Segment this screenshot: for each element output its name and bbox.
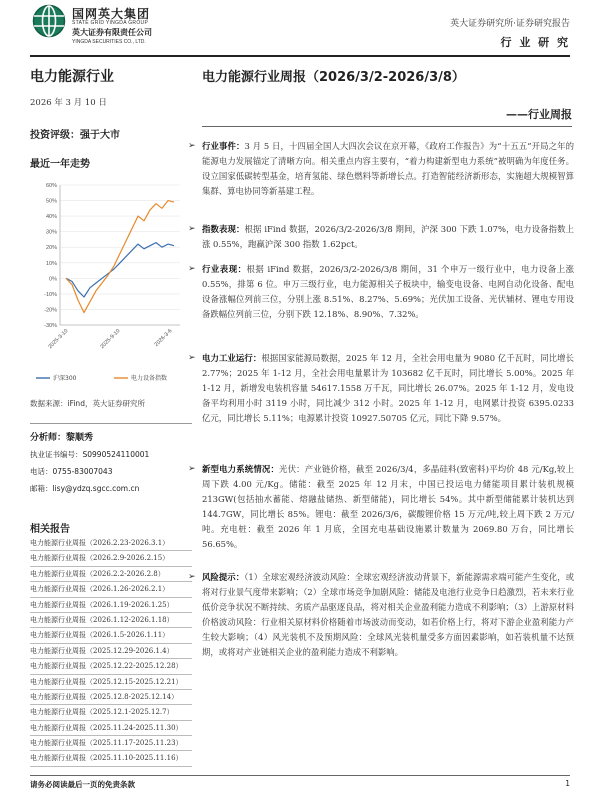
arrow-bullet-icon: ➢ — [188, 353, 196, 363]
related-report-item[interactable]: 电力能源行业周报（2026.2.9-2026.2.15） — [30, 551, 192, 566]
paragraph-label: 电力工业运行： — [202, 353, 262, 363]
y-tick-label: 10% — [45, 260, 57, 267]
paragraph-text: 光伏：产业链价格，截至 2026/3/4，多晶硅料(致密料)平均价 48 元/Kg,较上周下跌 4.00 元/Kg。储能：截至 2025 年 12 月末，中国已投运电力储能项目累计装机规模 213GW(包括抽水蓄能、熔融盐储热、新型储能)，同比增长 54%。其中新型储能累计装机达到 144.7GW，同比增长 85%。锂电：截至 2026/3/6，碳酸锂价格 15 万元/吨,较上周下跌 2 万元/吨。充电桩：截至 2026 年 1 月底，全国充电基础设施累计数量为 2069.80 万台，同比增长 56.65%。 — [202, 464, 574, 549]
trend-title: 最近一年走势 — [30, 159, 90, 170]
page-header — [0, 0, 600, 56]
related-report-item[interactable]: 电力能源行业周报（2025.11.10-2025.11.16） — [30, 751, 192, 766]
y-tick-label: 0% — [49, 276, 57, 283]
x-tick-label: 2026-3-6 — [153, 328, 174, 348]
paragraph-text: 根据国家能源局数据，2025 年 12 月，全社会用电量为 9080 亿千瓦时，同比增长 2.77%；2025 年 1-12 月，全社会用电量累计为 103682 亿千瓦时，同比增长 5.00%。2025 年 1-12 月，新增发电装机容量 54617.1558 万千瓦，同比增长 26.07%。2025 年 1-12 月，发电设备平均利用小时 3119 小时，同比减少 312 小时。2025 年 1-12 月，电网累计投资 6395.0233 亿元，同比增长 5.11%；电源累计投资 10927.50705 亿元，同比下降 9.57%。 — [202, 353, 575, 423]
email-address[interactable]: 邮箱：lisy@ydzq.sgcc.com.cn — [30, 484, 140, 493]
main-content-header — [202, 66, 572, 121]
x-tick-label: 2025-3-10 — [47, 328, 70, 351]
investment-rating: 投资评级：强于大市 — [30, 130, 120, 141]
paragraph-industry-events — [188, 139, 574, 199]
paragraph-text: 3 月 5 日，十四届全国人大四次会议在京开幕，《政府工作报告》为“十五五”开局之年的能源电力发展锚定了清晰方向。相关重点内容主要有，“着力构建新型电力系统”被明确为年度任务。设立国家低碳转型基金，培育氢能、绿色燃料等新增长点。打造智能经济新形态，实施超大规模智算集群、算电协同等新基建工程。 — [202, 141, 574, 196]
analyst-name: 分析师：黎顺秀 — [30, 433, 94, 443]
series-line-csi300 — [66, 243, 174, 297]
report-subtitle: ——行业周报 — [506, 108, 572, 121]
arrow-bullet-icon: ➢ — [188, 224, 196, 234]
trend-chart-svg — [30, 175, 192, 390]
paragraph-index-performance — [188, 222, 575, 252]
sidebar-divider — [30, 423, 192, 424]
y-tick-label: -30% — [44, 323, 57, 329]
phone-number: 电话：0755-83007043 — [30, 467, 113, 476]
related-report-item[interactable]: 电力能源行业周报（2025.12.15-2025.12.21） — [30, 675, 192, 690]
related-report-item[interactable]: 电力能源行业周报（2026.1.12-2026.1.18） — [30, 613, 192, 628]
industry-name: 电力能源行业 — [30, 69, 114, 85]
related-report-item[interactable]: 电力能源行业周报（2025.12.22-2025.12.28） — [30, 659, 192, 674]
arrow-bullet-icon: ➢ — [188, 264, 196, 274]
left-sidebar — [30, 66, 192, 170]
paragraph-label: 行业事件： — [202, 141, 245, 151]
legend-label: 电力设备指数 — [131, 375, 168, 382]
related-report-item[interactable]: 电力能源行业周报（2026.2.2-2026.2.8） — [30, 567, 192, 582]
trend-chart — [30, 175, 192, 390]
state-grid-globe-logo-icon — [32, 4, 66, 38]
related-report-item[interactable]: 电力能源行业周报（2025.12.29-2026.1.4） — [30, 644, 192, 659]
footer-disclaimer[interactable]: 请务必阅读最后一页的免责条款 — [30, 780, 135, 789]
license-number: 执业证书编号：S0990524110001 — [30, 450, 150, 459]
company-name-cn: 国网英大集团 — [72, 7, 151, 21]
y-tick-label: 50% — [45, 198, 57, 205]
related-report-item[interactable]: 电力能源行业周报（2025.12.8-2025.12.14） — [30, 690, 192, 705]
company-name-en: STATE GRID YINGDA GROUP — [72, 20, 149, 26]
arrow-bullet-icon: ➢ — [188, 141, 196, 151]
paragraph-label: 风险提示： — [202, 572, 245, 582]
arrow-bullet-icon: ➢ — [188, 464, 196, 474]
data-source: 数据来源：iFind，英大证券研究所 — [30, 399, 145, 408]
y-tick-label: -10% — [44, 291, 57, 298]
x-tick-label: 2025-9-10 — [99, 328, 122, 351]
y-tick-label: 40% — [45, 214, 57, 221]
page-number: 1 — [565, 779, 570, 788]
y-tick-label: 20% — [45, 245, 57, 252]
arrow-bullet-icon: ➢ — [188, 572, 196, 582]
y-tick-label: -20% — [44, 307, 57, 314]
paragraph-risk-warning — [188, 570, 575, 660]
related-report-item[interactable]: 电力能源行业周报（2026.1.19-2026.1.25） — [30, 598, 192, 613]
report-type-label: 行 业 研 究 — [500, 36, 570, 49]
paragraph-label: 指数表现： — [202, 224, 245, 234]
paragraph-text: 根据 iFind 数据，2026/3/2-2026/3/8 期间，沪深 300 下跌 1.07%，电力设备指数上涨 0.55%，跑赢沪深 300 指数 1.62pct。 — [202, 224, 575, 249]
title-divider — [202, 126, 572, 127]
related-report-item[interactable]: 电力能源行业周报（2026.1.5-2026.1.11） — [30, 628, 192, 643]
header-divider — [30, 55, 570, 57]
footer-divider — [30, 775, 570, 776]
related-reports-list — [30, 536, 192, 767]
company-logo — [32, 4, 182, 48]
securities-name-en: YINGDA SECURITIES CO., LTD. — [72, 39, 146, 45]
paragraph-label: 行业表现： — [202, 264, 247, 274]
related-reports-title: 相关报告 — [30, 524, 70, 535]
paragraph-power-operation — [188, 351, 575, 426]
paragraph-industry-performance — [188, 262, 574, 322]
paragraph-label: 新型电力系统情况： — [202, 464, 280, 474]
securities-name-cn: 英大证券有限责任公司 — [72, 28, 152, 37]
related-report-item[interactable]: 电力能源行业周报（2026.1.26-2026.2.1） — [30, 582, 192, 597]
related-report-item[interactable]: 电力能源行业周报（2025.12.1-2025.12.7） — [30, 705, 192, 720]
paragraph-text: （1）全球宏观经济波动风险：全球宏观经济波动背景下，新能源需求端可能产生变化，或将对行业景气度带来影响；（2）全球市场竞争加剧风险：储能及电池行业竞争日趋激烈，若未来行业低价竞争状况不断持续、劣质产品驱逐良品，将对相关企业盈利能力造成不利影响；（3）上游原材料价格波动风险：行业相关原材料价格随着市场波动而变动，如若价格上行，将对下游企业盈利能力产生较大影响；（4）风光装机不及预期风险：全球风光装机量受多方面因素影响，如若装机量不达预期，或将对产业链相关企业的盈利能力造成不利影响。 — [202, 572, 575, 657]
y-tick-label: 30% — [45, 229, 57, 236]
legend-label: 沪深300 — [53, 375, 77, 382]
institute-label: 英大证券研究所·证券研究报告 — [450, 19, 570, 29]
related-report-item[interactable]: 电力能源行业周报（2025.11.24-2025.11.30） — [30, 721, 192, 736]
paragraph-text: 根据 iFind 数据，2026/3/2-2026/3/8 期间，31 个申万一级行业中，电力设备上涨 0.55%，排第 6 位。申万三级行业，电力能源相关子板块中，输变电设备、电网自动化设备、配电设备涨幅位列前三位，分别上涨 8.51%、8.27%、5.69%；光伏加工设备、光伏辅材、锂电专用设备跌幅位列前三位，分别下跌 12.18%、8.90%、7.32%。 — [202, 264, 574, 319]
y-tick-label: 60% — [45, 183, 57, 189]
related-report-item[interactable]: 电力能源行业周报（2025.11.17-2025.11.23） — [30, 736, 192, 751]
analyst-info — [30, 430, 195, 494]
paragraph-new-power-system — [188, 462, 574, 552]
related-report-item[interactable]: 电力能源行业周报（2026.2.23-2026.3.1） — [30, 536, 192, 551]
report-title: 电力能源行业周报（2026/3/2-2026/3/8） — [202, 70, 465, 85]
report-date: 2026 年 3 月 10 日 — [30, 98, 107, 108]
